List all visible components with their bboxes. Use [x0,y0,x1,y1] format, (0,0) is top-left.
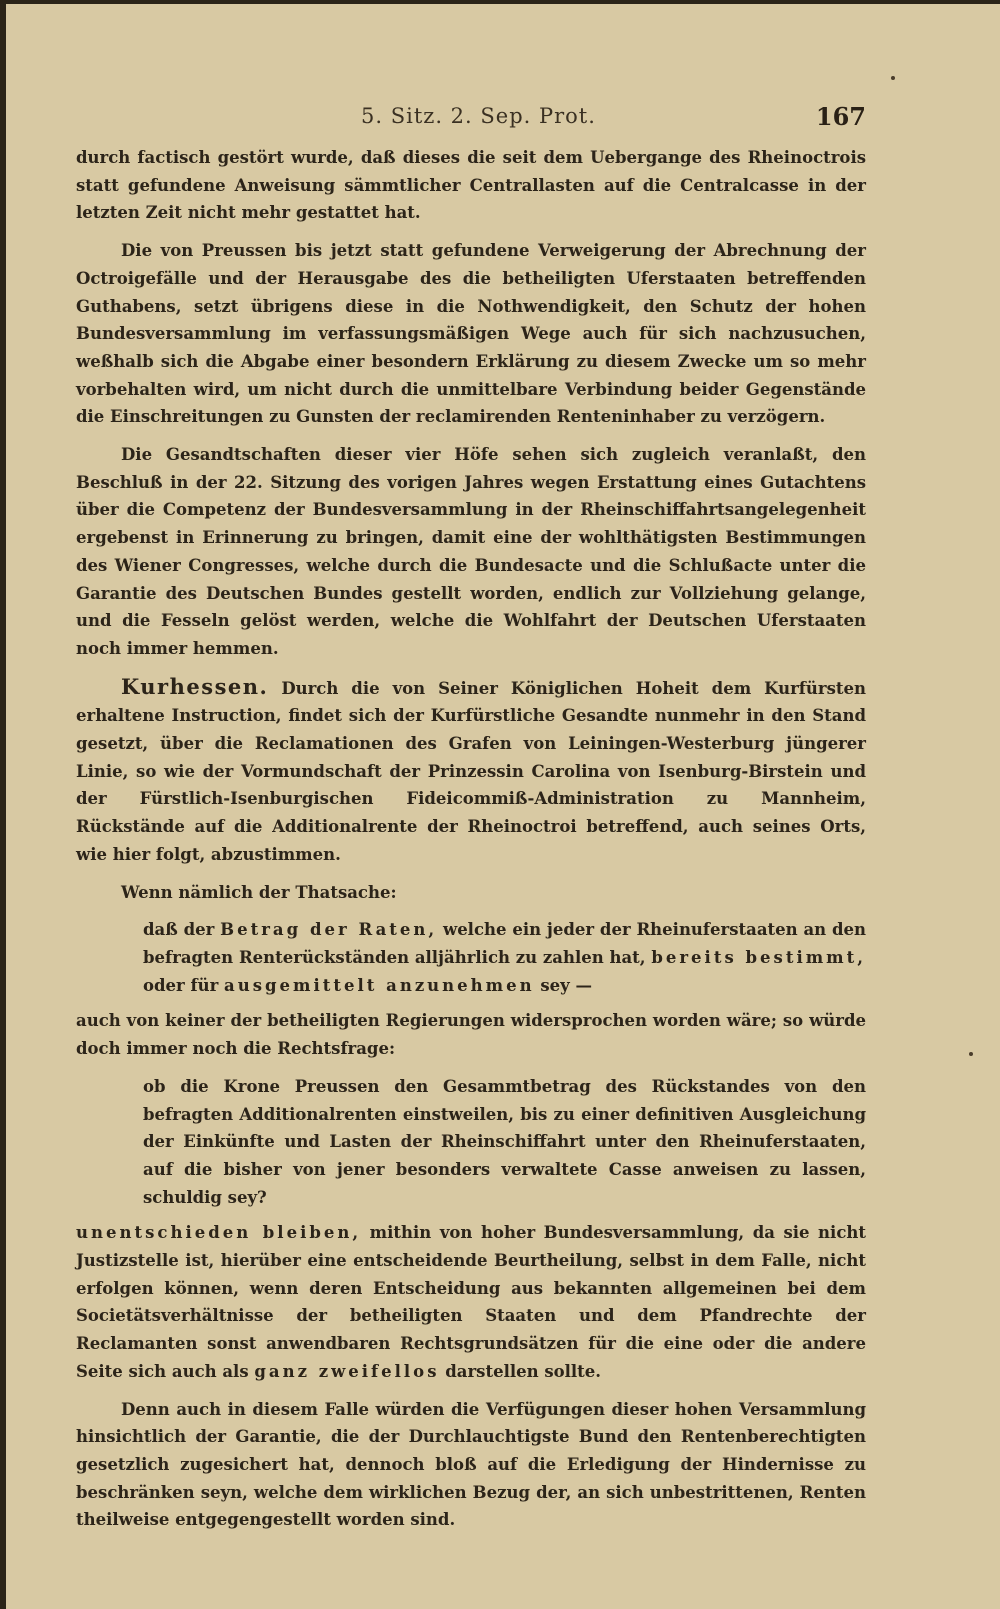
emphasis-text: unentschieden bleiben, [76,1223,362,1243]
paragraph-text: mithin von hoher Bundesversammlung, da sie nicht Justizstelle ist, hierüber eine entscheidende Beurtheilung, selbst in dem Falle, nicht erfolgen können, wenn deren Entscheidung aus bekannten allgemeinen bei dem Societätsverhältnisse der betheiligten Staaten und dem Pfandrechte der Reclamanten sonst anwendbaren Rechtsgrundsätzen für die eine oder die andere Seite sich auch als [76,1223,866,1381]
body-text [76,144,866,1544]
quote-text: welche ein jeder der Rheinuferstaaten an den befragten Renterückständen alljährlich zu zahlen hat, [143,920,866,967]
paragraph-text: darstellen sollte. [445,1361,602,1381]
quote-text: oder für [143,975,219,995]
paragraph: auch von keiner der betheiligten Regierungen widersprochen worden wäre; so würde doch immer noch die Rechtsfrage: [76,1011,866,1059]
state-heading: Kurhessen. [121,673,269,699]
paragraph: durch factisch gestört wurde, daß dieses die seit dem Uebergange des Rheinoctrois statt gefundene Anweisung sämmtlicher Centrallasten auf die Centralcasse in der letzten Zeit nicht mehr gestattet hat. [76,148,866,223]
block-quote: ob die Krone Preussen den Gesammtbetrag des Rückstandes von den befragten Additionalrenten einstweilen, bis zu einer definitiven Ausgleichung der Einkünfte und Lasten der Rheinschiffahrt unter den Rheinuferstaaten, auf die bisher von jener besonders verwaltete Casse anweisen zu lassen, schuldig sey? [143,1076,866,1207]
quote-text: daß der [143,920,215,940]
paragraph: Wenn nämlich der Thatsache: [121,882,397,902]
page-header [76,104,866,140]
emphasis-text: bereits bestimmt, [651,947,866,967]
paragraph: Denn auch in diesem Falle würden die Verfügungen dieser hohen Versammlung hinsichtlich der Garantie, die der Durchlauchtigste Bund den Rentenberechtigten gesetzlich zugesichert hat, dennoch bloß auf die Erledigung der Hindernisse zu beschränken seyn, welche dem wirklichen Bezug der, an sich unbestrittenen, Renten theilweise entgegengestellt worden sind. [76,1399,866,1530]
paragraph: Die Gesandtschaften dieser vier Höfe sehen sich zugleich veranlaßt, den Beschluß in der 22. Sitzung des vorigen Jahres wegen Erstattung eines Gutachtens über die Competenz der Bundesversammlung in der Rheinschiffahrtsangelegenheit ergebenst in Erinnerung zu bringen, damit eine der wohlthätigsten Bestimmungen des Wiener Congresses, welche durch die Bundesacte und die Schlußacte unter die Garantie des Deutschen Bundes gestellt worden, endlich zur Vollziehung gelange, und die Fesseln gelöst werden, welche die Wohlfahrt der Deutschen Uferstaaten noch immer hemmen. [76,445,866,658]
paragraph: Die von Preussen bis jetzt statt gefundene Verweigerung der Abrechnung der Octroigefälle und der Herausgabe des die betheiligten Uferstaaten betreffenden Guthabens, setzt übrigens diese in die Nothwendigkeit, den Schutz der hohen Bundesversammlung im verfassungsmäßigen Wege auch für sich nachzusuchen, weßhalb sich die Abgabe einer besondern Erklärung zu diesem Zwecke um so mehr vorbehalten wird, um nicht durch die unmittelbare Verbindung beider Gegenstände die Einschreitungen zu Gunsten der reclamirenden Renteninhaber zu verzögern. [76,241,866,427]
emphasis-text: ganz zweifellos [254,1361,440,1381]
paragraph-text: Durch die von Seiner Königlichen Hoheit dem Kurfürsten erhaltene Instruction, findet sich der Kurfürstliche Gesandte nunmehr in den Stand gesetzt, über die Reclamationen des Grafen von Leiningen-Westerburg jüngerer Linie, so wie der Vormundschaft der Prinzessin Carolina von Isenburg-Birstein und der Fürstlich-Isenburgischen Fideicommiß-Administration zu Mannheim, Rückstände auf die Additionalrente der Rheinoctroi betreffend, auch seines Orts, wie hier folgt, abzustimmen. [76,678,866,864]
ink-speck [969,1052,973,1056]
running-head: 5. Sitz. 2. Sep. Prot. [361,104,596,128]
quote-text: sey — [540,975,593,995]
paragraph [76,1219,866,1385]
block-quote [76,916,866,999]
ink-speck [891,76,895,80]
paragraph-kurhessen [76,673,866,869]
page-number: 167 [815,102,866,131]
emphasis-text: Betrag der Raten, [220,920,438,940]
emphasis-text: ausgemittelt anzunehmen [224,975,535,995]
